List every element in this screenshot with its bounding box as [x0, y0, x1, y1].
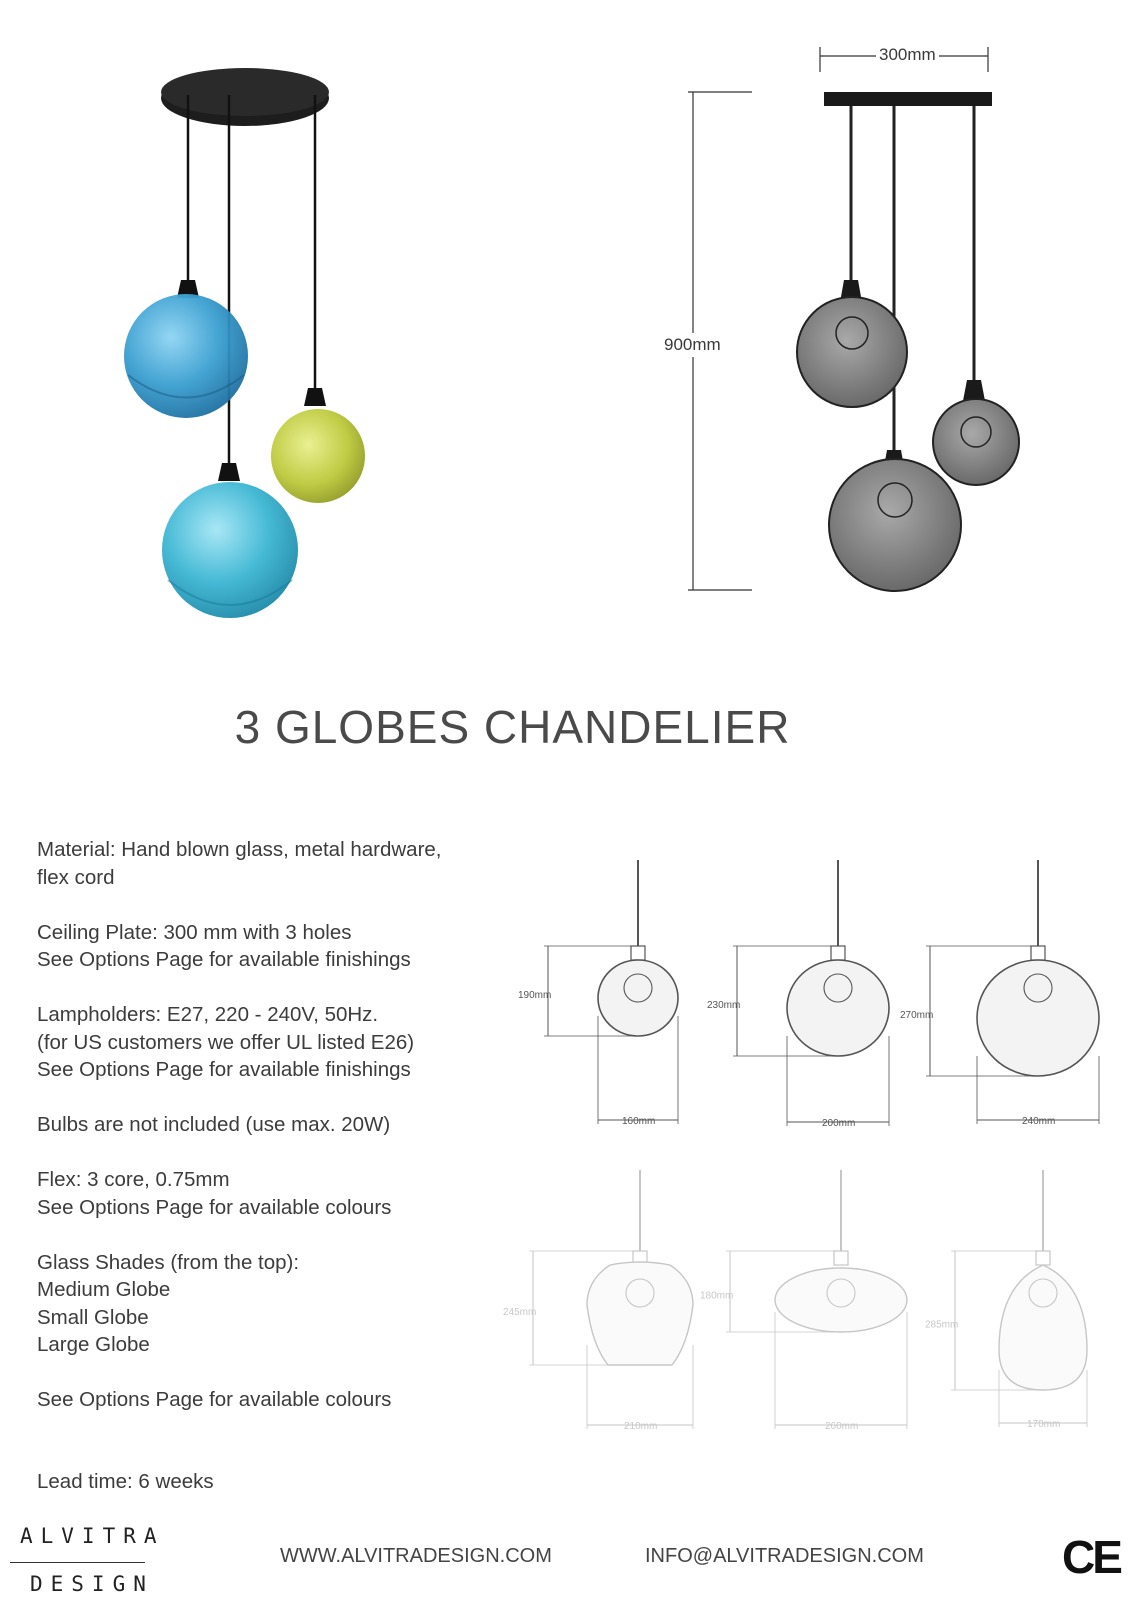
small-globe	[271, 409, 365, 503]
spec-line: Lampholders: E27, 220 - 240V, 50Hz.	[37, 1003, 379, 1026]
spec-block	[37, 1111, 497, 1139]
ce-mark: CE	[1062, 1531, 1120, 1583]
spec-line: (for US customers we offer UL listed E26)	[37, 1030, 415, 1054]
spec-line: See Options Page for available colours	[37, 1388, 392, 1411]
spec-list	[37, 836, 497, 1441]
spec-line: flex cord	[37, 865, 115, 889]
medium-globe	[124, 294, 248, 418]
shade-height-label: 190mm	[518, 990, 552, 1001]
spec-line: Small Globe	[37, 1305, 149, 1329]
shade-width-label: 200mm	[822, 1118, 856, 1129]
spec-line: Ceiling Plate: 300 mm with 3 holes	[37, 920, 352, 944]
spec-line: Medium Globe	[37, 1278, 171, 1301]
shade-drawing	[700, 1170, 907, 1432]
logo-text-top: ALVITRA	[20, 1524, 165, 1548]
shade-height-label: 230mm	[707, 1000, 741, 1011]
spec-block	[37, 919, 497, 974]
logo-text-bottom: DESIGN	[30, 1572, 154, 1596]
assembly-width-label: 300mm	[876, 45, 939, 65]
spec-line: Glass Shades (from the top):	[37, 1250, 300, 1274]
spec-block	[37, 1386, 497, 1414]
shade-height-label: 245mm	[503, 1307, 537, 1318]
spec-block	[37, 1166, 497, 1221]
shade-drawing	[503, 1170, 693, 1432]
spec-line: See Options Page for available finishings	[37, 1058, 411, 1081]
shade-height-label: 270mm	[900, 1010, 934, 1021]
shade-height-label: 285mm	[925, 1319, 959, 1331]
logo-divider	[10, 1562, 145, 1563]
spec-line: See Options Page for available colours	[37, 1195, 392, 1219]
spec-block	[37, 836, 497, 891]
shade-drawing	[707, 860, 889, 1129]
large-globe	[162, 482, 298, 618]
shade-width-label: 260mm	[825, 1421, 859, 1432]
spec-block	[37, 1249, 497, 1359]
spec-block	[37, 1001, 497, 1084]
website-link[interactable]: WWW.ALVITRADESIGN.COM	[280, 1545, 552, 1567]
spec-line: Material: Hand blown glass, metal hardware,	[37, 838, 442, 861]
assembly-height-label: 900mm	[664, 333, 721, 357]
product-photo	[0, 0, 1140, 660]
spec-line: See Options Page for available finishings	[37, 948, 411, 971]
shade-width-label: 210mm	[624, 1421, 658, 1432]
shade-drawing	[925, 1170, 1087, 1430]
assembly-drawing	[688, 47, 1019, 591]
spec-line: Flex: 3 core, 0.75mm	[37, 1168, 230, 1191]
lead-time: Lead time: 6 weeks	[37, 1470, 214, 1493]
shade-width-label: 170mm	[1027, 1419, 1061, 1430]
shade-width-label: 240mm	[1022, 1116, 1056, 1127]
shade-drawing	[518, 860, 678, 1127]
page-title: 3 GLOBES CHANDELIER	[234, 701, 791, 753]
email-link[interactable]: INFO@ALVITRADESIGN.COM	[645, 1545, 924, 1567]
shade-width-label: 160mm	[622, 1116, 656, 1127]
spec-line: Large Globe	[37, 1333, 150, 1356]
shade-drawing	[900, 860, 1099, 1127]
shade-height-label: 180mm	[700, 1290, 734, 1302]
spec-line: Bulbs are not included (use max. 20W)	[37, 1113, 391, 1136]
